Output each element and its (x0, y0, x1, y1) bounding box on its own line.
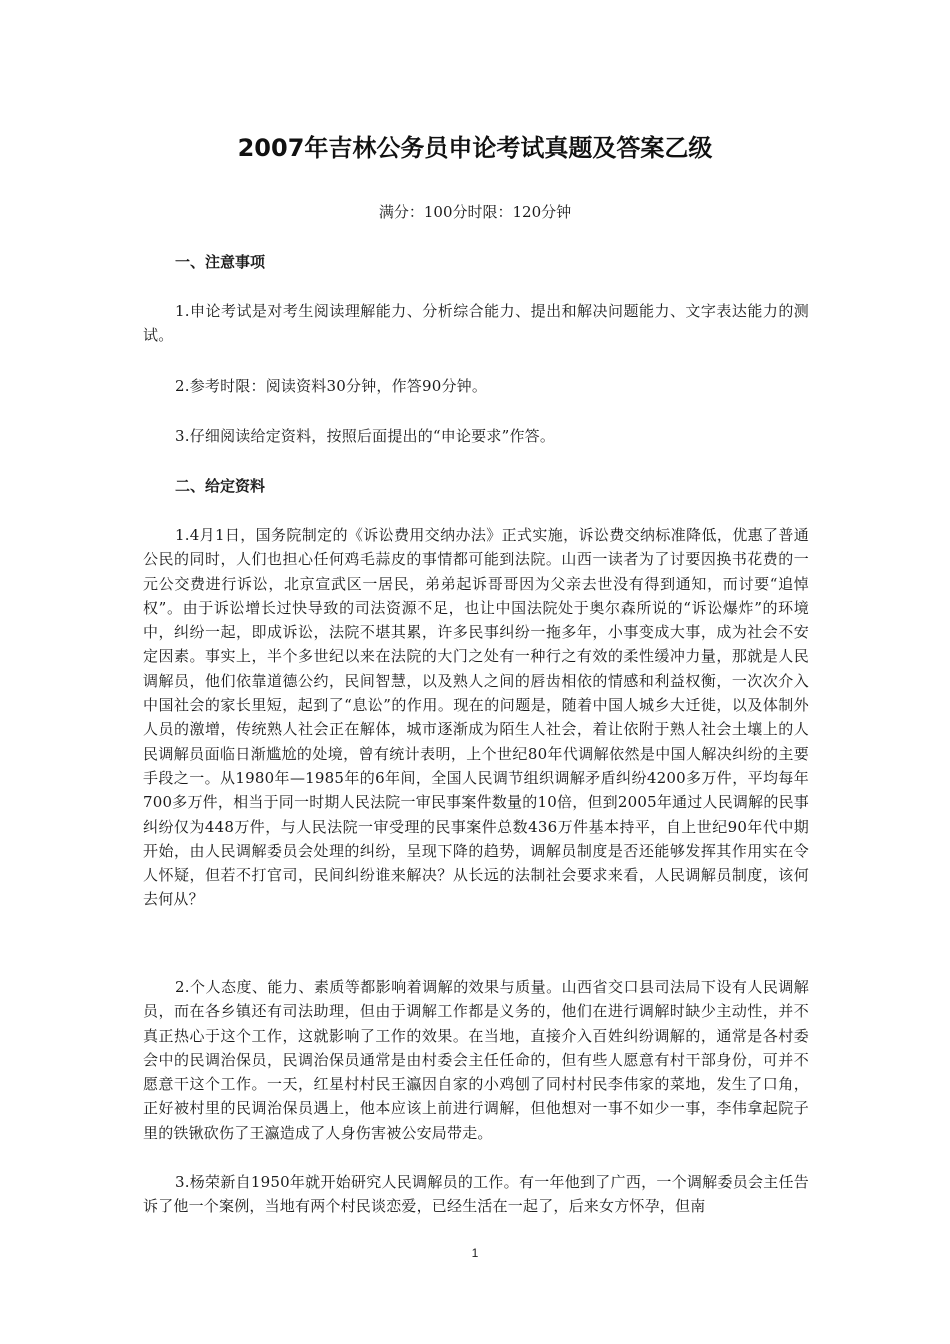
notes-paragraph-1: 1.申论考试是对考生阅读理解能力、分析综合能力、提出和解决问题能力、文字表达能力的测试。 (143, 302, 809, 345)
material-paragraph-3: 3.杨荣新自1950年就开始研究人民调解员的工作。有一年他到了广西，一个调解委员会主任告诉了他一个案例，当地有两个村民谈恋爱，已经生活在一起了，后来女方怀孕，但南 (143, 1173, 809, 1216)
notes-paragraph-3: 3.仔细阅读给定资料，按照后面提出的“申论要求”作答。 (175, 427, 556, 445)
exam-info: 满分：100分时限：120分钟 (378, 203, 572, 221)
document-title: 2007年吉林公务员申论考试真题及答案乙级 (237, 134, 713, 162)
page-number: 1 (471, 1246, 479, 1260)
notes-paragraph-2: 2.参考时限：阅读资料30分钟，作答90分钟。 (175, 377, 488, 395)
section-heading-notes: 一、注意事项 (175, 253, 266, 271)
material-paragraph-1: 1.4月1日，国务院制定的《诉讼费用交纳办法》正式实施，诉讼费交纳标准降低，优惠了普通公民的同时，人们也担心任何鸡毛蒜皮的事情都可能到法院。山西一读者为了讨要因换书花费的一元公交费进行诉讼，北京宣武区一居民，弟弟起诉哥哥因为父亲去世没有得到通知，而讨要“追悼权”。由于诉讼增长过快导致的司法资源不足，也让中国法院处于奥尔森所说的“诉讼爆炸”的环境中，纠纷一起，即成诉讼，法院不堪其累，许多民事纠纷一拖多年，小事变成大事，成为社会不安定因素。事实上，半个多世纪以来在法院的大门之处有一种行之有效的柔性缓冲力量，那就是人民调解员，他们依靠道德公约，民间智慧，以及熟人之间的唇齿相依的情感和利益权衡，一次次介入中国社会的家长里短，起到了“息讼”的作用。现在的问题是，随着中国人城乡大迁徙，以及体制外人员的激增，传统熟人社会正在解体，城市逐渐成为陌生人社会，着让依附于熟人社会土壤上的人民调解员面临日渐尴尬的处境，曾有统计表明，上个世纪80年代调解依然是中国人解决纠纷的主要手段之一。从1980年—1985年的6年间，全国人民调节组织调解矛盾纠纷4200多万件，平均每年700多万件，相当于同一时期人民法院一审民事案件数量的10倍，但到2005年通过人民调解的民事纠纷仅为448万件，与人民法院一审受理的民事案件总数436万件基本持平，自上世纪90年代中期开始，由人民调解委员会处理的纠纷，呈现下降的趋势，调解员制度是否还能够发挥其作用实在令人怀疑，但若不打官司，民间纠纷谁来解决？从长远的法制社会要求来看，人民调解员制度，该何去何从？ (143, 526, 809, 909)
material-paragraph-2: 2.个人态度、能力、素质等都影响着调解的效果与质量。山西省交口县司法局下设有人民调解员，而在各乡镇还有司法助理，但由于调解工作都是义务的，他们在进行调解时缺少主动性，并不真正热心于这个工作，这就影响了工作的效果。在当地，直接介入百姓纠纷调解的，通常是各村委会中的民调治保员，民调治保员通常是由村委会主任任命的，但有些人愿意有村干部身份，可并不愿意干这个工作。一天，红星村村民王瀛因自家的小鸡刨了同村村民李伟家的菜地，发生了口角，正好被村里的民调治保员遇上，他本应该上前进行调解，但他想对一事不如少一事，李伟拿起院子里的铁锹砍伤了王瀛造成了人身伤害被公安局带走。 (143, 978, 809, 1142)
section-heading-materials: 二、给定资料 (175, 477, 266, 495)
